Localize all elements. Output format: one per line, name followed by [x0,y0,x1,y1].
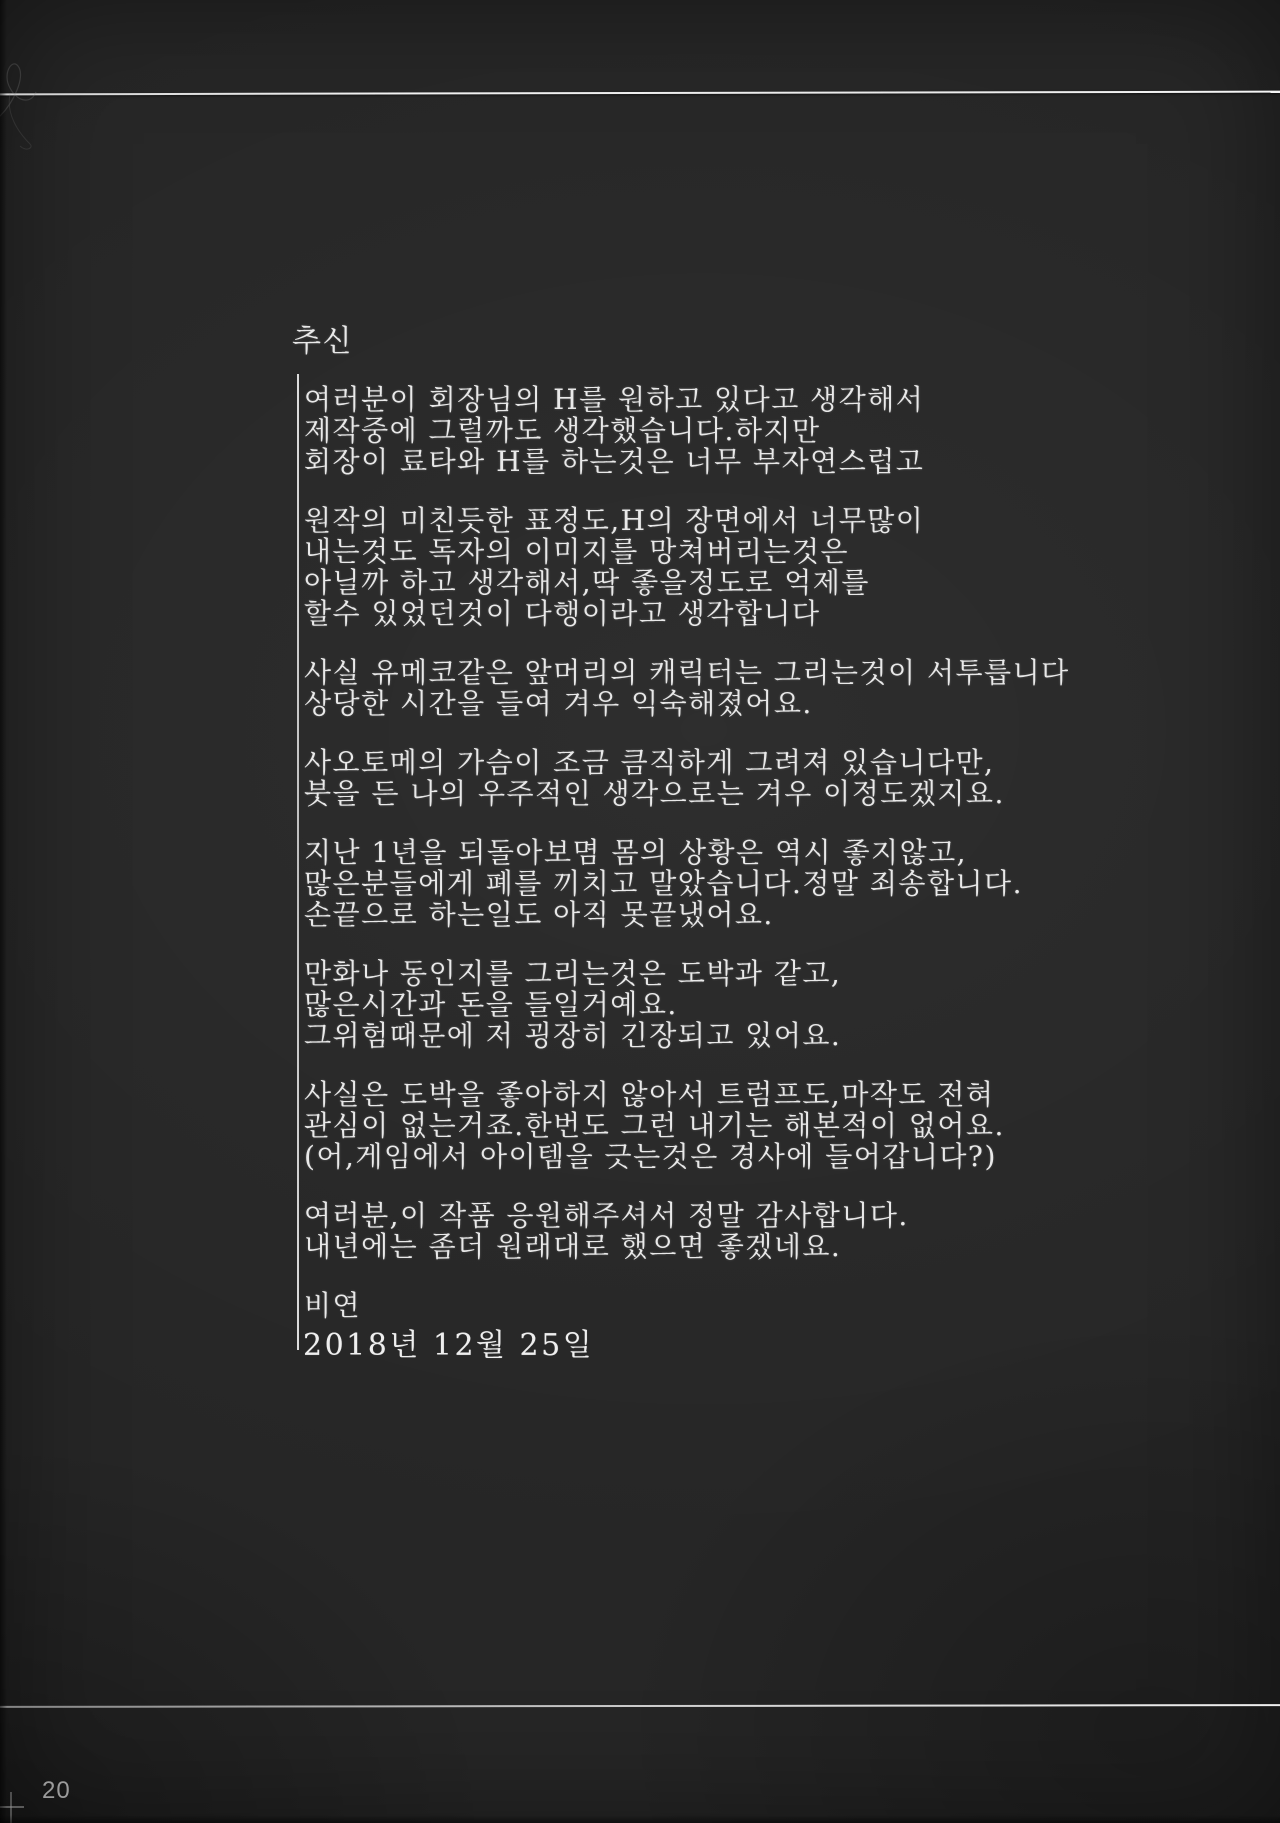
scan-hair-artifact [0,48,66,158]
paragraph-6 [304,958,1184,1051]
text-line: (어,게임에서 아이템을 긋는것은 경사에 들어갑니다?) [304,1140,997,1173]
paragraph-8 [304,1200,1184,1262]
text-line: 사실 유메코같은 앞머리의 캐릭터는 그리는것이 서투릅니다 [304,656,1070,689]
text-line: 많은시간과 돈을 들일거예요. [304,988,678,1021]
text-line: 제작중에 그럴까도 생각했습니다.하지만 [304,414,821,447]
paragraph-1 [304,384,1184,477]
author-signature: 비연 [304,1289,362,1322]
paragraph-2 [304,505,1184,629]
afterword-text-block [292,316,1184,1322]
paragraph-4 [304,747,1184,809]
scan-edge-shadow-bottom [0,1815,1280,1823]
scan-edge-shadow-left [0,0,7,1823]
text-line: 아닐까 하고 생각해서,딱 좋을정도로 억제를 [304,566,870,599]
text-line: 내는것도 독자의 이미지를 망쳐버리는것은 [304,535,850,568]
text-line: 여러분이 회장님의 H를 원하고 있다고 생각해서 [304,383,925,416]
text-line: 많은분들에게 폐를 끼치고 말았습니다.정말 죄송합니다. [304,867,1024,900]
text-line: 만화나 동인지를 그리는것은 도박과 같고, [304,957,842,990]
text-line: 상당한 시간을 들여 겨우 익숙해졌어요. [304,687,813,720]
text-line: 관심이 없는거죠.한번도 그런 내기는 해본적이 없어요. [304,1109,1005,1142]
text-line: 여러분,이 작품 응원해주셔서 정말 감사합니다. [304,1199,909,1232]
left-margin-fold-line [297,374,299,1350]
text-line: 붓을 든 나의 우주적인 생각으로는 겨우 이정도겠지요. [304,777,1005,810]
text-line: 그위험때문에 저 굉장히 긴장되고 있어요. [304,1019,842,1052]
postscript-heading: 추신 [292,324,353,359]
page-number: 20 [42,1777,71,1804]
date-line: 2018년 12월 25일 [303,1328,595,1363]
text-line: 손끝으로 하는일도 아직 못끝냈어요. [304,898,774,931]
paragraph-3 [304,657,1184,719]
paragraph-5 [304,837,1184,930]
text-line: 할수 있었던것이 다행이라고 생각합니다 [304,597,821,630]
text-line: 회장이 료타와 H를 하는것은 너무 부자연스럽고 [304,445,925,478]
text-line: 원작의 미친듯한 표정도,H의 장면에서 너무많이 [304,504,925,537]
text-line: 지난 1년을 되돌아보몀 몸의 상황은 역시 좋지않고, [304,836,968,869]
text-line: 내년에는 좀더 원래대로 했으면 좋겠네요. [304,1230,842,1263]
top-horizontal-rule [0,91,1280,96]
text-line: 사실은 도박을 좋아하지 않아서 트럼프도,마작도 전혀 [304,1078,995,1111]
lower-horizontal-rule [0,1704,1280,1708]
paragraph-7 [304,1079,1184,1172]
text-line: 사오토메의 가슴이 조금 큼직하게 그려져 있습니다만, [304,746,995,779]
